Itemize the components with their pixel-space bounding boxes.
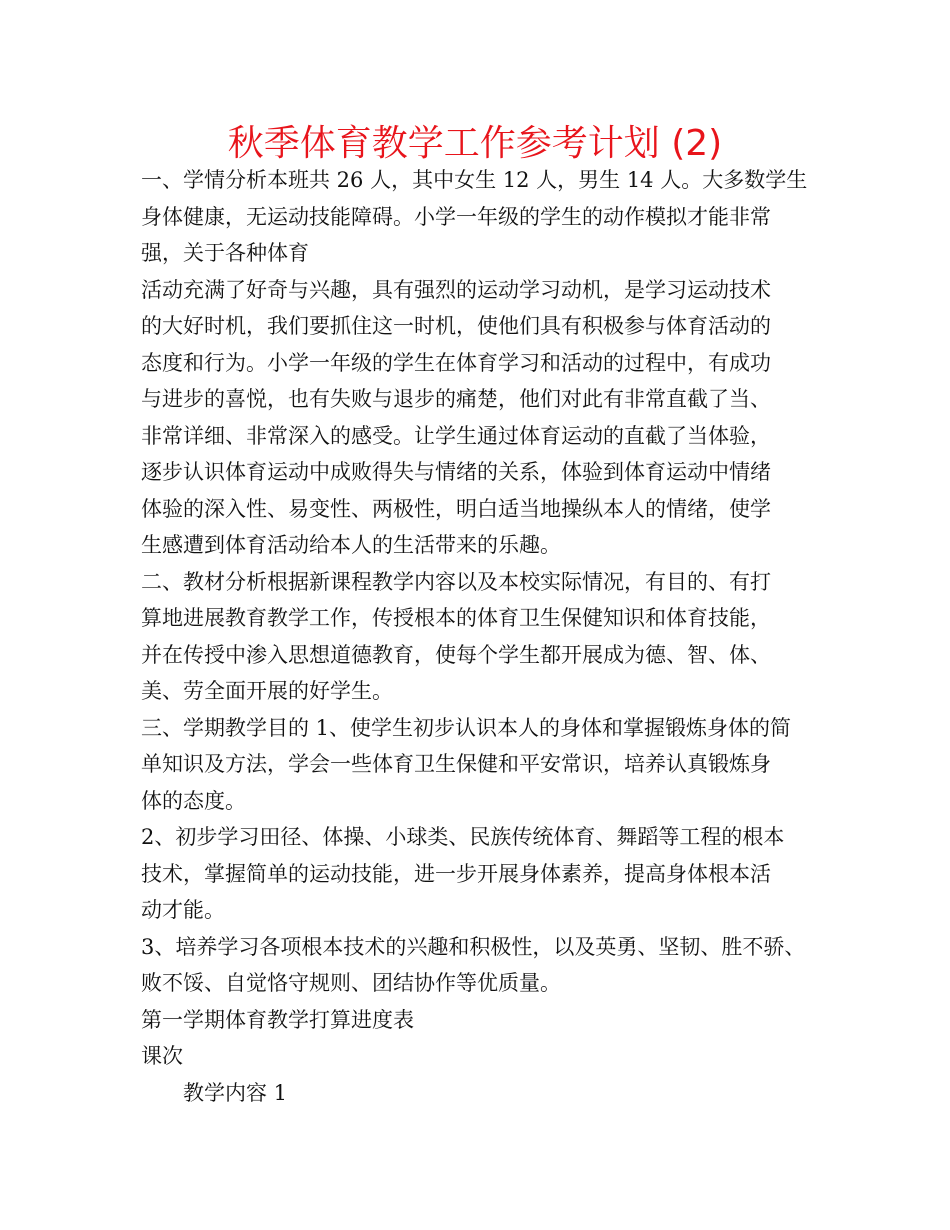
- body-line: 第一学期体育教学打算进度表: [141, 1007, 414, 1032]
- body-line: 技术，掌握简单的运动技能，进一步开展身体素养，提高身体根本活: [141, 861, 771, 886]
- document-body: [141, 162, 841, 1111]
- body-line: 三、学期教学目的 1、使学生初步认识本人的身体和掌握锻炼身体的简: [141, 715, 792, 740]
- body-line: 一、学情分析本班共 26 人，其中女生 12 人，男生 14 人。大多数学生: [141, 168, 808, 192]
- body-line: 3、培养学习各项根本技术的兴趣和积极性，以及英勇、坚韧、胜不骄、: [141, 934, 806, 959]
- body-line: 逐步认识体育运动中成败得失与情绪的关系，体验到体育运动中情绪: [141, 460, 771, 484]
- body-line: 体验的深入性、易变性、两极性，明白适当地操纵本人的情绪，使学: [141, 496, 771, 521]
- body-line: 教学内容 1: [183, 1080, 288, 1105]
- body-line: 并在传授中渗入思想道德教育，使每个学生都开展成为德、智、体、: [141, 642, 771, 667]
- body-line: 非常详细、非常深入的感受。让学生通过体育运动的直截了当体验，: [141, 423, 771, 448]
- document-title: 秋季体育教学工作参考计划 (2): [227, 123, 723, 164]
- body-line: 算地进展教育教学工作，传授根本的体育卫生保健知识和体育技能，: [141, 606, 771, 630]
- body-line: 动才能。: [141, 898, 225, 922]
- body-line: 美、劳全面开展的好学生。: [141, 679, 393, 703]
- body-line: 身体健康，无运动技能障碍。小学一年级的学生的动作模拟才能非常: [141, 204, 771, 229]
- body-line: 体的态度。: [141, 788, 246, 813]
- body-line: 与进步的喜悦，也有失败与退步的痛楚，他们对此有非常直截了当、: [141, 387, 771, 411]
- body-line: 课次: [141, 1044, 183, 1068]
- body-line: 的大好时机，我们要抓住这一时机，使他们具有积极参与体育活动的: [141, 314, 771, 338]
- body-line: 活动充满了好奇与兴趣，具有强烈的运动学习动机，是学习运动技术: [141, 277, 771, 302]
- body-line: 生感遭到体育活动给本人的生活带来的乐趣。: [141, 533, 561, 557]
- body-line: 强，关于各种体育: [141, 241, 309, 265]
- body-line: 二、教材分析根据新课程教学内容以及本校实际情况，有目的、有打: [141, 569, 771, 594]
- body-line: 单知识及方法，学会一些体育卫生保健和平安常识，培养认真锻炼身: [141, 752, 771, 776]
- body-line: 败不馁、自觉恪守规则、团结协作等优质量。: [141, 971, 561, 995]
- body-line: 2、初步学习田径、体操、小球类、民族传统体育、舞蹈等工程的根本: [141, 825, 785, 849]
- body-line: 态度和行为。小学一年级的学生在体育学习和活动的过程中，有成功: [141, 350, 771, 375]
